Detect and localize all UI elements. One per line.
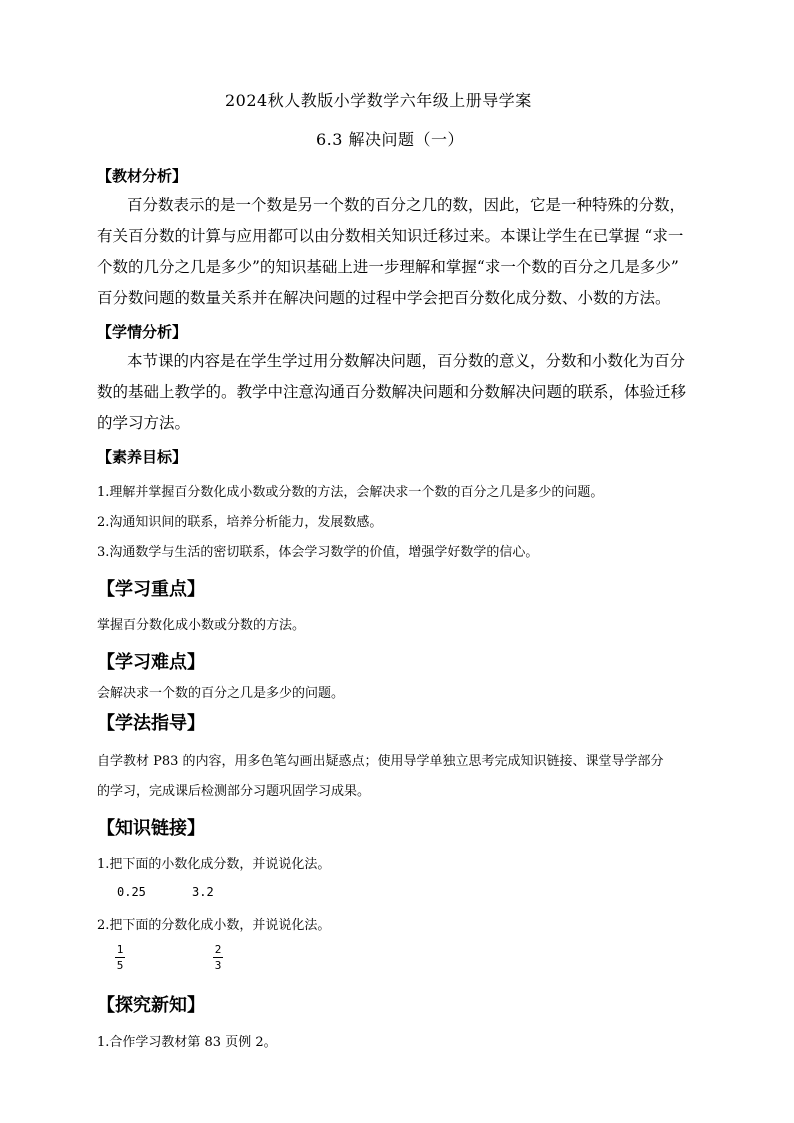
literacy-goal-item-2: 2.沟通知识间的联系，培养分析能力，发展数感。 [97,515,383,530]
knowledge-link-question-1: 1.把下面的小数化成分数，并说说化法。 [97,857,331,872]
section-heading-study-guide: 【学法指导】 [97,713,205,734]
textbook-analysis-line-4: 百分数问题的数量关系并在解决问题的过程中学会把百分数化成分数、小数的方法。 [97,289,671,307]
learner-analysis-line-2: 数的基础上教学的。教学中注意沟通百分数解决问题和分数解决问题的联系，体验迁移 [97,383,687,401]
literacy-goal-item-1: 1.理解并掌握百分数化成小数或分数的方法，会解决求一个数的百分之几是多少的问题。 [97,485,604,500]
section-heading-learner-analysis: 【学情分析】 [97,323,188,341]
fraction-two-thirds [211,943,225,972]
difficulties-text: 会解决求一个数的百分之几是多少的问题。 [97,686,345,701]
lesson-subtitle: 6.3 解决问题（一） [316,130,465,149]
document-title: 2024秋人教版小学数学六年级上册导学案 [225,91,532,110]
decimal-value-1: 0.25 [117,885,146,899]
study-guide-line-1: 自学教材 P83 的内容，用多色笔勾画出疑惑点；使用导学单独立思考完成知识链接、课堂导学部分 [97,754,664,769]
explore-item-1: 1.合作学习教材第 83 页例 2。 [97,1035,277,1050]
fraction-one-fifth [113,943,127,972]
section-heading-textbook-analysis: 【教材分析】 [97,167,188,185]
section-heading-knowledge-link: 【知识链接】 [97,818,205,839]
fraction-denominator: 5 [116,959,124,972]
literacy-goal-item-3: 3.沟通数学与生活的密切联系，体会学习数学的价值，增强学好数学的信心。 [97,545,539,560]
fraction-numerator: 2 [214,943,222,956]
fraction-bar [115,957,125,958]
textbook-analysis-line-3: 个数的几分之几是多少”的知识基础上进一步理解和掌握“求一个数的百分之几是多少” [97,258,679,276]
section-heading-explore: 【探究新知】 [97,995,205,1016]
learner-analysis-line-1: 本节课的内容是在学生学过用分数解决问题，百分数的意义，分数和小数化为百分 [127,352,686,370]
fraction-numerator: 1 [116,943,124,956]
decimal-value-2: 3.2 [192,885,214,899]
fraction-bar [213,957,223,958]
key-points-text: 掌握百分数化成小数或分数的方法。 [97,618,306,633]
textbook-analysis-line-1: 百分数表示的是一个数是另一个数的百分之几的数，因此，它是一种特殊的分数， [127,196,686,214]
study-guide-line-2: 的学习，完成课后检测部分习题巩固学习成果。 [97,784,371,799]
fraction-denominator: 3 [214,959,222,972]
section-heading-key-points: 【学习重点】 [97,579,205,600]
learner-analysis-line-3: 的学习方法。 [97,414,191,432]
knowledge-link-question-2: 2.把下面的分数化成小数，并说说化法。 [97,918,331,933]
section-heading-literacy-goals: 【素养目标】 [97,448,188,466]
section-heading-difficulties: 【学习难点】 [97,652,205,673]
textbook-analysis-line-2: 有关百分数的计算与应用都可以由分数相关知识迁移过来。本课让学生在已掌握 “求一 [97,227,684,245]
